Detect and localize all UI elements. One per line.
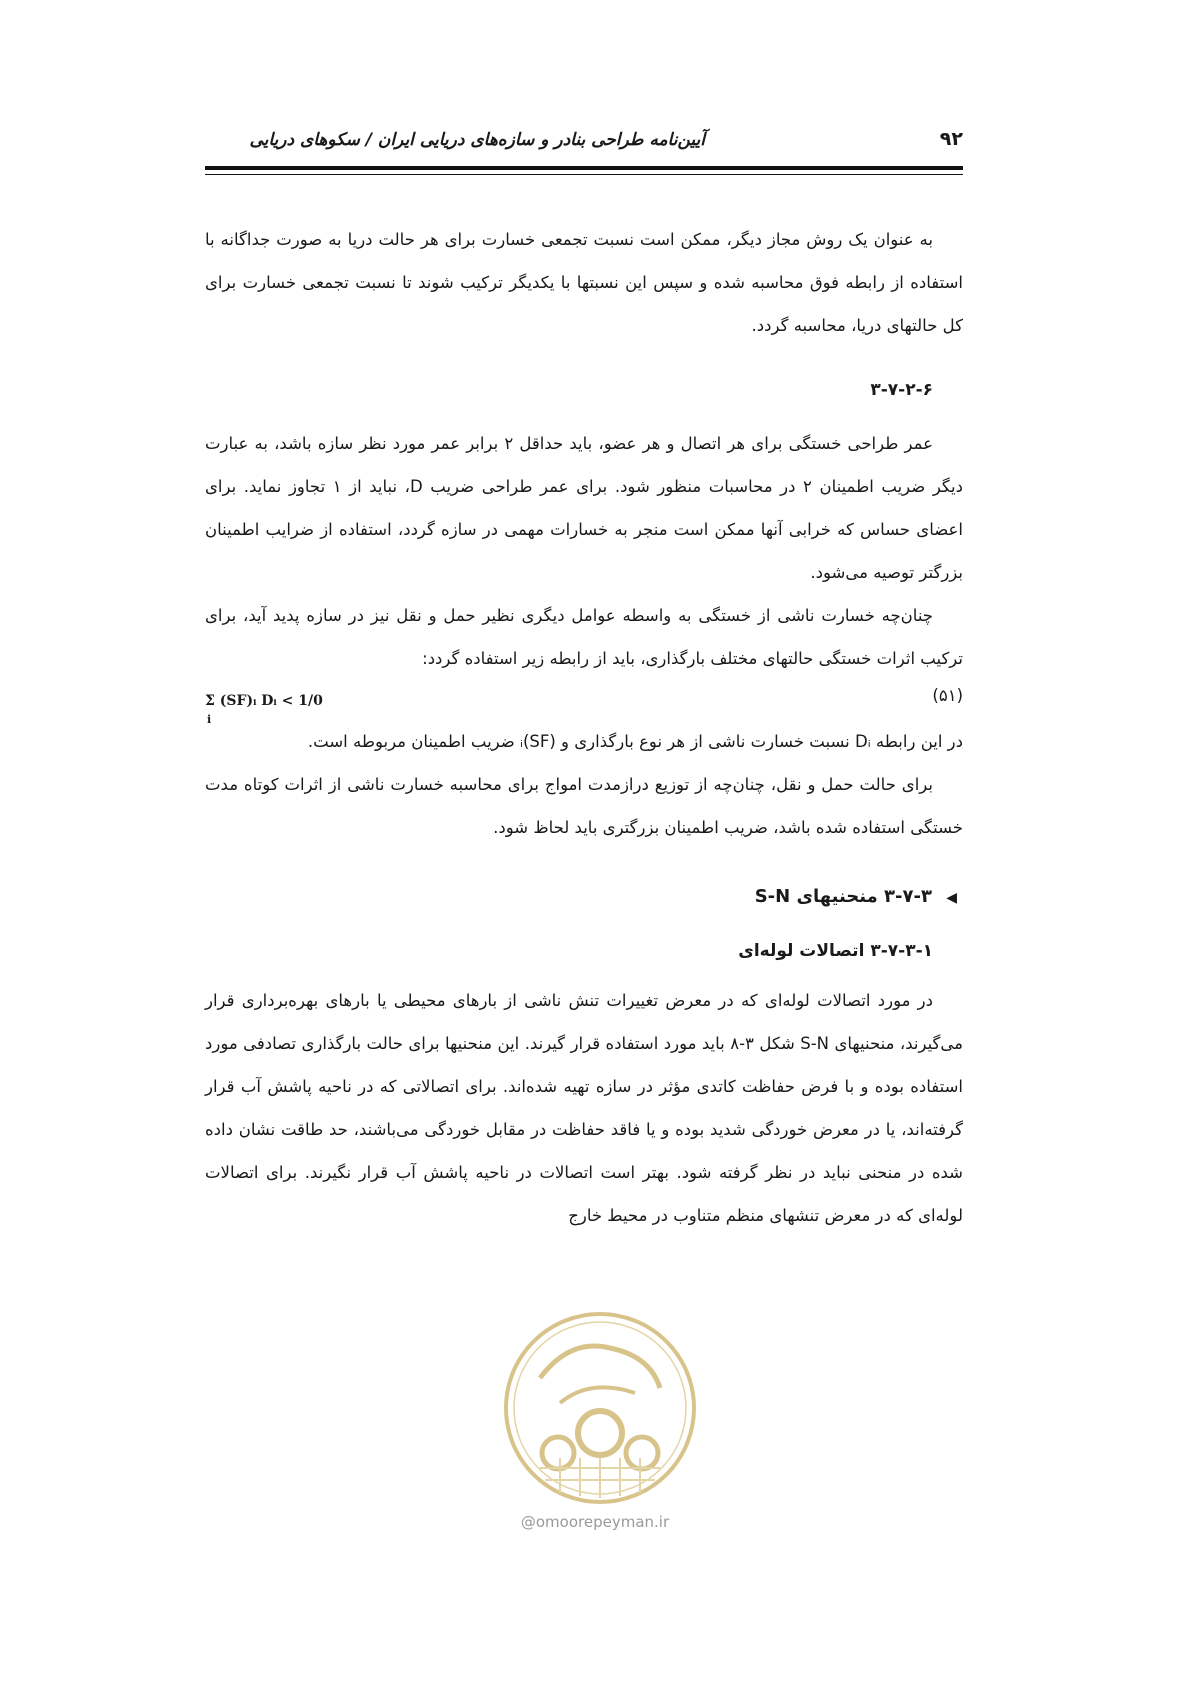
paragraph-1: به عنوان یک روش مجاز دیگر، ممکن است نسبت تجمعی خسارت برای هر حالت دریا به صورت جداگانه با استفاده از رابطه فوق محاسبه شده و سپس این نسبتها با یکدیگر ترکیب شوند تا نسبت تجمعی خسارت برای کل حالتهای دریا، محاسبه گردد. bbox=[205, 230, 963, 335]
section-heading bbox=[205, 875, 963, 920]
paragraph-4: در این رابطه Dᵢ نسبت خسارت ناشی از هر نوع بارگذاری و (SF)ᵢ ضریب اطمینان مربوطه است. bbox=[307, 732, 963, 751]
header-rule-thick bbox=[205, 166, 963, 170]
formula-51 bbox=[205, 680, 963, 726]
formula-number: (۵۱) bbox=[932, 686, 963, 705]
section-number: ۳-۷-۲-۶ bbox=[870, 380, 933, 400]
watermark: @omoorepeyman.ir bbox=[520, 1513, 670, 1531]
omoorepeyman-logo bbox=[500, 1308, 700, 1508]
page-body bbox=[205, 218, 963, 1237]
paragraph-3: چنان‌چه خسارت ناشی از خستگی به واسطه عوامل دیگری نظیر حمل و نقل نیز در سازه پدید آید، برای ترکیب اثرات خستگی حالتهای مختلف بارگذاری، باید از رابطه زیر استفاده گردد: bbox=[205, 606, 963, 668]
paragraph-5: برای حالت حمل و نقل، چنان‌چه از توزیع درازمدت امواج برای محاسبه خسارت ناشی از اثرات کوتاه مدت خستگی استفاده شده باشد، ضریب اطمینان بزرگتری باید لحاظ شود. bbox=[205, 775, 963, 837]
header-title: آیین‌نامه طراحی بنادر و سازه‌های دریایی ایران / سکوهای دریایی bbox=[249, 130, 705, 150]
section-heading-text: ۳-۷-۳ منحنیهای S-N bbox=[754, 886, 932, 907]
formula-text: Σ (SF)ᵢ Dᵢ < 1/0 bbox=[205, 693, 323, 709]
page-number: ۹۲ bbox=[939, 128, 963, 150]
formula-subscript: i bbox=[207, 713, 212, 726]
formula-expression bbox=[205, 680, 323, 726]
header-rule-thin bbox=[205, 174, 963, 175]
triangle-bullet-icon: ◀ bbox=[946, 890, 957, 906]
paragraph-2: عمر طراحی خستگی برای هر اتصال و هر عضو، باید حداقل ۲ برابر عمر مورد نظر سازه باشد، به عبارت دیگر ضریب اطمینان ۲ در محاسبات منظور شود. برای عمر طراحی ضریب D، نباید از ۱ تجاوز نماید. برای اعضای حساس که خرابی آنها ممکن است منجر به خسارات مهمی در سازه گردد، استفاده از ضرایب اطمینان بزرگتر توصیه می‌شود. bbox=[205, 434, 963, 582]
paragraph-6: در مورد اتصالات لوله‌ای که در معرض تغییرات تنش ناشی از بارهای محیطی یا بارهای بهره‌برداری قرار می‌گیرند، منحنیهای S-N شکل ۳-۸ باید مورد استفاده قرار گیرند. این منحنیها برای حالت بارگذاری تصادفی مورد استفاده بوده و با فرض حفاظت کاتدی مؤثر در سازه تهیه شده‌اند. برای اتصالاتی که در ناحیه پاشش آب قرار گرفته‌اند، یا در معرض خوردگی شدید بوده و یا فاقد حفاظت در مقابل خوردگی می‌باشند، حد طاقت نشان داده شده در منحنی نباید در نظر گرفته شود. بهتر است اتصالات در ناحیه پاشش آب قرار نگیرند. برای اتصالات لوله‌ای که در معرض تنشهای منظم متناوب در محیط خارج bbox=[205, 991, 963, 1225]
subsection-heading: ۳-۷-۳-۱ اتصالات لوله‌ای bbox=[738, 941, 933, 961]
